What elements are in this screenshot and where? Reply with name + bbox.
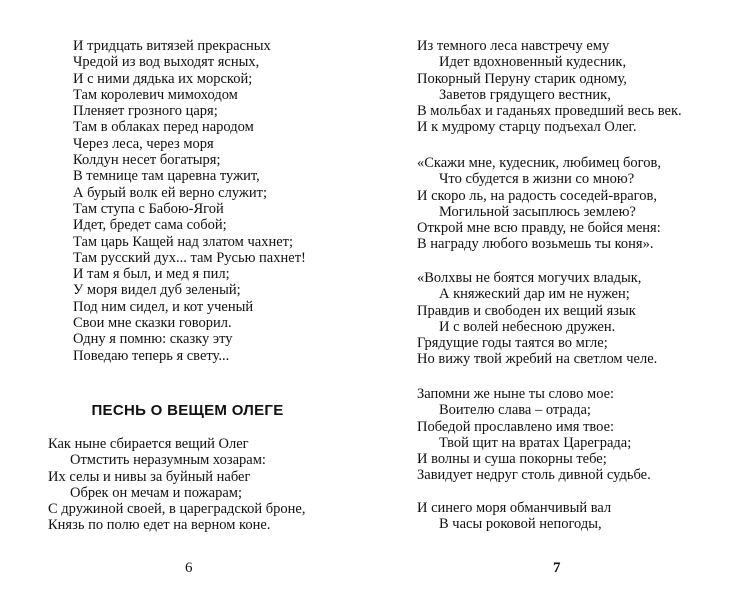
poem-line: В темнице там царевна тужит, — [73, 168, 260, 185]
poem-line: Правдив и свободен их вещий язык — [417, 302, 636, 319]
poem-line: Но вижу твой жребий на светлом челе. — [417, 351, 658, 368]
page-number-right: 7 — [553, 560, 561, 576]
poem-line: А бурый волк ей верно служит; — [73, 184, 268, 201]
poem-line: Там царь Кащей над златом чахнет; — [73, 233, 293, 250]
poem-line: Воителю слава – отрада; — [439, 402, 591, 419]
poem-line: Могильной засыплюсь землею? — [439, 203, 636, 220]
poem-line: Из темного леса навстречу ему — [417, 38, 610, 54]
poem-line: Поведаю теперь я свету... — [73, 347, 230, 364]
poem-line: И с волей небесною дружен. — [439, 318, 616, 335]
poem-line: Пленяет грозного царя; — [73, 103, 218, 120]
section-title: ПЕСНЬ О ВЕЩЕМ ОЛЕГЕ — [91, 402, 284, 419]
poem-line: Там ступа с Бабою-Ягой — [73, 200, 224, 217]
poem-line: Чредой из вод выходят ясных, — [73, 54, 260, 71]
stanza-2 — [417, 155, 661, 253]
poem-line: А княжеский дар им не нужен; — [439, 286, 630, 303]
poem-line: Победой прославлено имя твое: — [417, 418, 615, 435]
poem-line: Завидует недруг столь дивной судьбе. — [417, 467, 651, 484]
poem-line: Обрек он мечам и пожарам; — [70, 484, 242, 501]
poem-line: Там в облаках перед народом — [73, 119, 254, 136]
poem-line: Что сбудется в жизни со мною? — [439, 171, 635, 188]
poem-line: В награду любого возьмешь ты коня». — [417, 236, 654, 253]
poem-line: Идет вдохновенный кудесник, — [439, 54, 627, 71]
poem-line: Как ныне сбирается вещий Олег — [48, 436, 249, 452]
poem-line: И к мудрому старцу подъехал Олег. — [417, 119, 637, 136]
poem-line: И волны и суша покорны тебе; — [417, 451, 607, 468]
poem-line: Твой щит на вратах Цареграда; — [439, 434, 632, 451]
poem-line: Через леса, через моря — [73, 135, 214, 152]
poem-line: Одну я помню: сказку эту — [73, 331, 233, 348]
poem-line: Их селы и нивы за буйный набег — [48, 468, 251, 485]
poem-oleg-opening-stanza — [48, 436, 305, 534]
poem-line: Идет, бредет сама собой; — [73, 217, 227, 234]
poem-line: И синего моря обманчивый вал — [417, 500, 612, 516]
poem-line: И там я был, и мед я пил; — [73, 266, 230, 283]
poem-line: Там русский дух... там Русью пахнет! — [73, 249, 306, 266]
poem-top-stanza — [73, 38, 306, 364]
poem-line: «Скажи мне, кудесник, любимец богов, — [417, 155, 661, 171]
stanza-1 — [417, 38, 682, 136]
poem-line: И с ними дядька их морской; — [73, 70, 253, 87]
poem-line: Князь по полю едет на верном коне. — [48, 517, 271, 534]
poem-line: И тридцать витязей прекрасных — [73, 38, 271, 54]
poem-line: Заветов грядущего вестник, — [439, 86, 611, 103]
poem-line: Там королевич мимоходом — [73, 86, 238, 103]
poem-line: Покорный Перуну старик одному, — [417, 70, 627, 87]
poem-line: У моря видел дуб зеленый; — [73, 282, 241, 299]
poem-line: Колдун несет богатыря; — [73, 152, 221, 169]
stanza-5 — [417, 500, 611, 533]
poem-line: С дружиной своей, в цареградской броне, — [48, 501, 306, 518]
poem-line: В часы роковой непогоды, — [439, 516, 602, 533]
stanza-4 — [417, 386, 651, 484]
poem-line: И скоро ль, на радость соседей-врагов, — [417, 187, 657, 204]
poem-line: Свои мне сказки говорил. — [73, 315, 232, 332]
poem-line: «Волхвы не боятся могучих владык, — [417, 270, 642, 286]
poem-line: В мольбах и гаданьях проведший весь век. — [417, 103, 682, 120]
poem-line: Грядущие годы таятся во мгле; — [417, 335, 608, 352]
poem-line: Открой мне всю правду, не бойся меня: — [417, 220, 661, 237]
poem-line: Отмстить неразумным хозарам: — [70, 452, 266, 469]
right-page — [375, 0, 750, 599]
poem-line: Запомни же ныне ты слово мое: — [417, 386, 615, 402]
poem-line: Под ним сидел, и кот ученый — [73, 298, 254, 315]
stanza-3 — [417, 270, 657, 368]
page-number-left: 6 — [185, 560, 193, 576]
